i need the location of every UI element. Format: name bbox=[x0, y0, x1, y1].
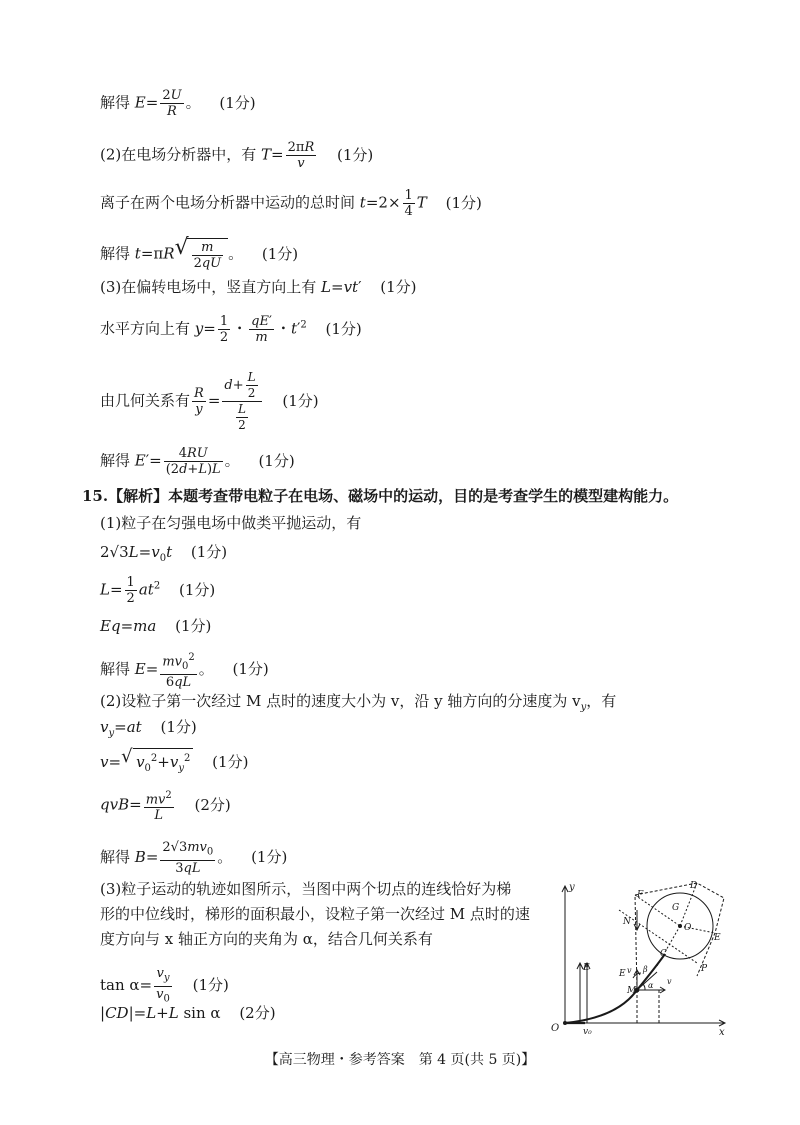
eq-force: Eq=ma (1分) bbox=[100, 617, 212, 635]
label-N: N bbox=[623, 917, 631, 927]
line-geometry: 由几何关系有 $\frac{R}{y}$ = d+ $\frac{L}{2}$ $\frac{L}{2}$ (1分) bbox=[100, 370, 319, 432]
label-vy: v bbox=[627, 966, 632, 975]
eq-vertical: L= $\frac{1}{2}$ $at^2$ (1分) bbox=[100, 575, 216, 606]
score-mark: (1分) bbox=[190, 543, 228, 561]
line-vertical: (3)在偏转电场中，竖直方向上有 L=vt′ (1分) bbox=[100, 278, 417, 296]
label-M: M bbox=[627, 986, 637, 996]
score-mark: (1分) bbox=[337, 145, 374, 164]
label-Ocenter: O bbox=[684, 923, 692, 933]
score-mark: (1分) bbox=[192, 976, 229, 995]
label-G: G bbox=[672, 903, 680, 913]
label-F: F bbox=[637, 890, 644, 900]
line-result-E: 解得 E= $\frac{2U}{R}$ 。 (1分) bbox=[100, 88, 256, 119]
line-horizontal: 水平方向上有 y= $\frac{1}{2}$ ・ $\frac{qE'}{m}$ ・$t'^2$ (1分) bbox=[100, 314, 362, 345]
line-part3-c: 度方向与 x 轴正方向的夹角为 α，结合几何关系有 bbox=[100, 930, 433, 948]
fraction: $\frac{2U}{R}$ bbox=[162, 88, 182, 119]
fraction: $\frac{1}{4}$ bbox=[404, 188, 413, 219]
score-mark: (1分) bbox=[325, 319, 362, 338]
label-y: y bbox=[569, 882, 575, 893]
score-mark: (1分) bbox=[160, 718, 197, 736]
eq-lorentz: qvB= $\frac{mv^2}{L}$ (2分) bbox=[100, 790, 231, 824]
eq-vy: $v_y=at$ (1分) bbox=[100, 718, 197, 739]
label-E1: E bbox=[583, 963, 590, 973]
label-D: D bbox=[690, 881, 698, 891]
fraction: $\frac{2\pi R}{v}$ bbox=[287, 140, 315, 171]
label-beta: β bbox=[643, 965, 648, 974]
label-E2: E bbox=[619, 969, 626, 979]
line-part3-b: 形的中位线时，梯形的面积最小，设粒子第一次经过 M 点时的速 bbox=[100, 905, 530, 923]
line-part1: (1)粒子在匀强电场中做类平抛运动，有 bbox=[100, 514, 362, 532]
label-P: P bbox=[701, 964, 708, 974]
line-total-time: 离子在两个电场分析器中运动的总时间 t=2× $\frac{1}{4}$ T (1分) bbox=[100, 188, 482, 219]
eq-v: v= √ $v_0^2+v_y^2$ (1分) bbox=[100, 748, 248, 778]
score-mark: (1分) bbox=[178, 580, 216, 599]
score-mark: (1分) bbox=[261, 244, 299, 263]
score-mark: (2分) bbox=[239, 1004, 276, 1022]
score-mark: (1分) bbox=[380, 278, 417, 296]
score-mark: (1分) bbox=[175, 617, 212, 635]
label-v: v bbox=[667, 977, 672, 986]
score-mark: (1分) bbox=[282, 391, 319, 410]
score-mark: (1分) bbox=[219, 93, 256, 112]
score-mark: (1分) bbox=[258, 451, 295, 470]
label-E3: E bbox=[714, 933, 721, 943]
line-result-Eprime: 解得 E′= $\frac{4RU}{(2d+L)L}$ 。 (1分) bbox=[100, 446, 295, 477]
line-period: (2)在电场分析器中，有 T= $\frac{2\pi R}{v}$ (1分) bbox=[100, 140, 374, 171]
page-footer: 【高三物理・参考答案 第 4 页(共 5 页)】 bbox=[264, 1052, 536, 1068]
score-mark: (1分) bbox=[251, 847, 288, 866]
score-mark: (1分) bbox=[212, 753, 249, 771]
line-part2: (2)设粒子第一次经过 M 点时的速度大小为 v，沿 y 轴方向的分速度为 $v_y$，有 bbox=[100, 692, 617, 713]
trajectory-diagram bbox=[547, 868, 737, 1038]
eq-result-B: 解得 B= $\frac{2√3mv_0}{3qL}$ 。 (1分) bbox=[100, 840, 288, 876]
eq-tan: tan α= $\frac{v_y}{v_0}$ (1分) bbox=[100, 966, 229, 1005]
score-mark: (2分) bbox=[194, 795, 231, 814]
eq-cd: |CD|=L+L sin α (2分) bbox=[100, 1004, 276, 1022]
score-mark: (1分) bbox=[232, 659, 269, 678]
label-x: x bbox=[719, 1027, 725, 1038]
label-alpha: α bbox=[648, 981, 654, 990]
question-15-header: 15.【解析】本题考查带电粒子在电场、磁场中的运动，目的是考查学生的模型建构能力。 bbox=[82, 487, 679, 505]
label-v0: v₀ bbox=[583, 1027, 592, 1037]
eq-result-E: 解得 E= $\frac{mv_0^2}{6qL}$ 。 (1分) bbox=[100, 652, 269, 690]
sqrt: √ $\frac{m}{2qU}$ bbox=[175, 238, 229, 271]
score-mark: (1分) bbox=[445, 193, 482, 212]
line-result-t: 解得 t=πR √ $\frac{m}{2qU}$ 。 (1分) bbox=[100, 235, 299, 271]
label-C: C bbox=[660, 949, 667, 959]
line-part3-a: (3)粒子运动的轨迹如图所示，当图中两个切点的连线恰好为梯 bbox=[100, 880, 512, 898]
eq-horizontal: $2√3L=v_0t$ (1分) bbox=[100, 543, 228, 564]
label-O: O bbox=[551, 1023, 560, 1034]
